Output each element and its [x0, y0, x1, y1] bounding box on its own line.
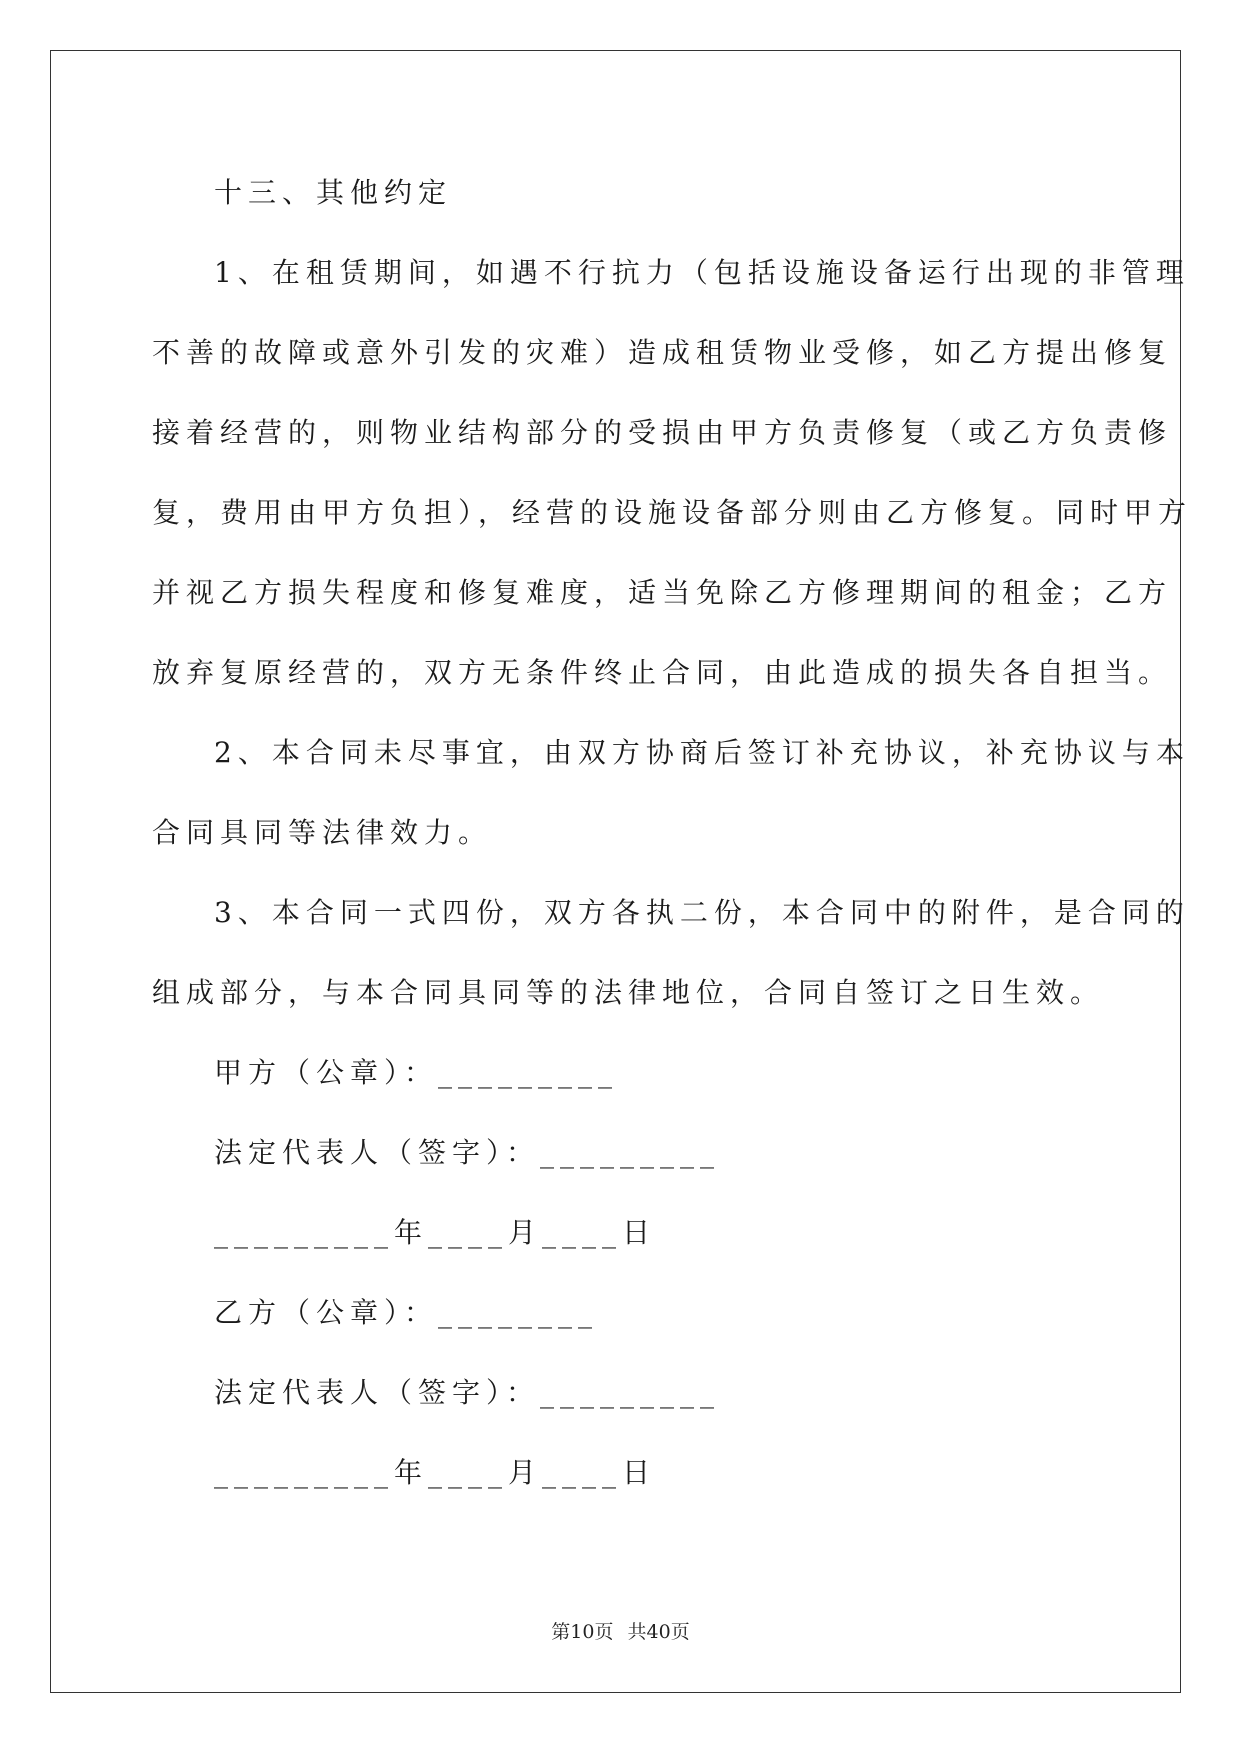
party-a-representative: 法定代表人（签字）：_________ [214, 1136, 721, 1169]
party-b-seal: 乙方（公章）：________ [214, 1296, 599, 1329]
clause-2-line-2: 合同具同等法律效力。 [152, 816, 493, 849]
page-number: 第10页 [551, 1621, 614, 1643]
party-b-representative: 法定代表人（签字）：_________ [214, 1376, 721, 1409]
section-heading: 十三、其他约定 [214, 176, 453, 209]
clause-3-line-2: 组成部分，与本合同具同等的法律地位，合同自签订之日生效。 [152, 976, 1105, 1009]
clause-1-line-3: 接着经营的，则物业结构部分的受损由甲方负责修复（或乙方负责修 [152, 416, 1173, 449]
clause-2-line-1: 2、本合同未尽事宜，由双方协商后签订补充协议，补充协议与本 [214, 736, 1190, 769]
clause-1-line-2: 不善的故障或意外引发的灾难）造成租赁物业受修，如乙方提出修复 [152, 336, 1173, 369]
page-total: 共40页 [627, 1621, 690, 1643]
clause-1-line-4: 复，费用由甲方负担），经营的设施设备部分则由乙方修复。同时甲方 [152, 496, 1193, 529]
page-border [50, 50, 1181, 1693]
clause-3-line-1: 3、本合同一式四份，双方各执二份，本合同中的附件，是合同的 [214, 896, 1190, 929]
clause-1-line-6: 放弃复原经营的，双方无条件终止合同，由此造成的损失各自担当。 [152, 656, 1173, 689]
party-a-seal: 甲方（公章）：_________ [214, 1056, 619, 1089]
clause-1-line-1: 1、在租赁期间，如遇不行抗力（包括设施设备运行出现的非管理 [214, 256, 1190, 289]
party-a-date: _________年____月____日 [214, 1216, 657, 1249]
clause-1-line-5: 并视乙方损失程度和修复难度，适当免除乙方修理期间的租金；乙方 [152, 576, 1173, 609]
page-footer [0, 1617, 1241, 1644]
party-b-date: _________年____月____日 [214, 1456, 657, 1489]
